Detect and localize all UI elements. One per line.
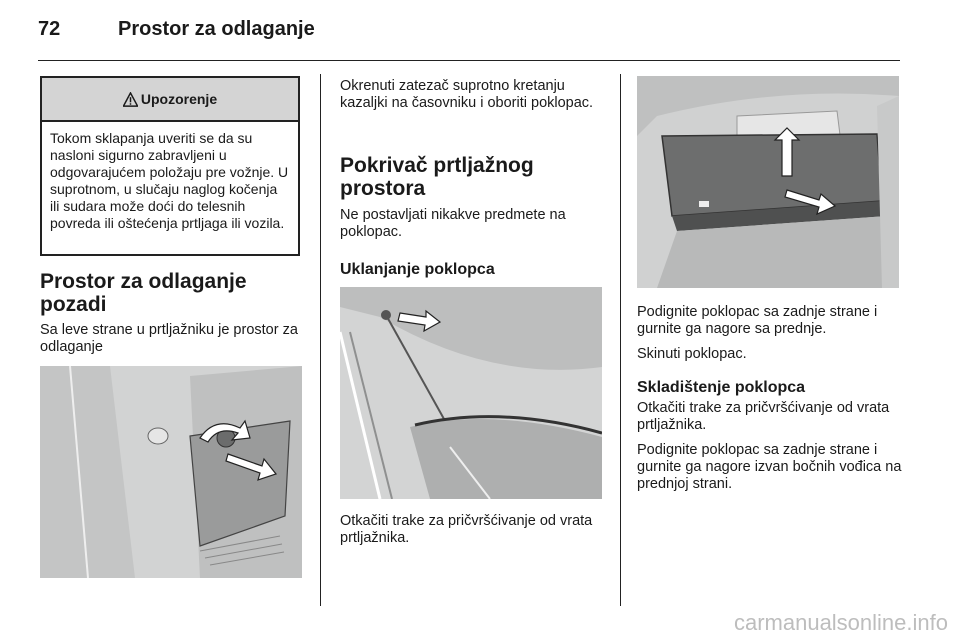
warning-title: Upozorenje: [140, 91, 218, 107]
remove-cover-heading: Uklanjanje poklopca: [340, 261, 495, 278]
rear-storage-illustration: [40, 366, 302, 578]
remove-cover-caption: Otkačiti trake za pričvršćivanje od vrata prtljažnika.: [340, 513, 593, 546]
lift-cover-text: Podignite poklopac sa zadnje strane i gurnite ga nagore sa prednje.: [637, 304, 878, 337]
remove-cover-illustration: [340, 287, 602, 499]
store-cover-step1: Otkačiti trake za pričvršćivanje od vrata prtljažnika.: [637, 400, 890, 433]
warning-text: Tokom sklapanja uveriti se da su nasloni sigurno zabravljeni u odgovarajućem položaju pre vožnje. U suprotnom, u slučaju naglog kočenja ili sudara može doći do telesnih povreda ili oštećenja prtljaga ili vozila.: [50, 130, 289, 231]
warning-box: [40, 76, 300, 256]
warning-header: [42, 78, 298, 122]
watermark: carmanualsonline.info: [733, 610, 948, 635]
page-number: 72: [38, 18, 61, 40]
store-cover-step2: Podignite poklopac sa zadnje strane i gurnite ga nagore izvan bočnih vođica na prednjoj strani.: [637, 442, 902, 492]
store-cover-heading: Skladištenje poklopca: [637, 379, 806, 396]
warning-triangle-icon: [123, 92, 138, 107]
page-title: Prostor za odlaganje: [118, 18, 315, 40]
rear-storage-text: Sa leve strane u prtljažniku je prostor za odlaganje: [40, 322, 298, 355]
header-divider: [38, 60, 900, 61]
column-divider-left: [320, 74, 321, 606]
cover-warning-text: Ne postavljati nikakve predmete na poklopac.: [340, 207, 566, 240]
remove-cover-text: Skinuti poklopac.: [637, 346, 747, 362]
cover-heading: Pokrivač prtljažnog prostora: [340, 154, 534, 200]
column-divider-right: [620, 74, 621, 606]
tensioner-instructions: Okrenuti zatezač suprotno kretanju kazaljki na časovniku i oboriti poklopac.: [340, 78, 594, 111]
cover-lift-illustration: [637, 76, 899, 288]
rear-storage-heading: Prostor za odlaganje pozadi: [40, 270, 247, 316]
